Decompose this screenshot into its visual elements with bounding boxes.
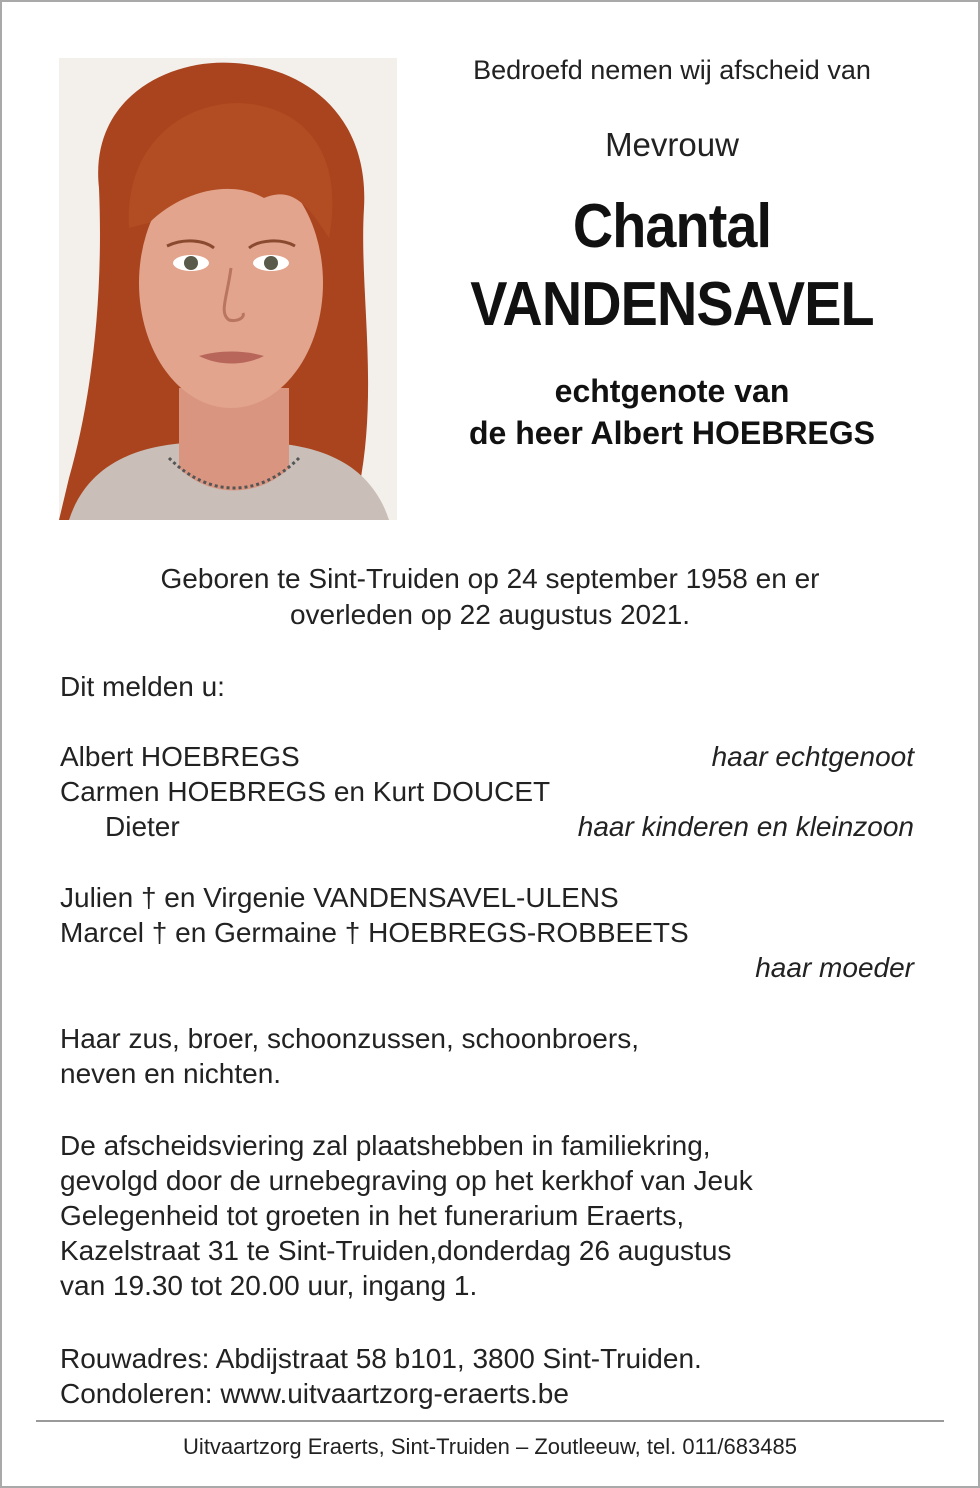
family-row — [60, 809, 914, 844]
relatives-paragraph — [60, 1021, 920, 1091]
birth-line-2: overleden op 22 augustus 2021. — [289, 599, 691, 630]
ceremony-line-2: gevolgd door de urnebegraving op het kerkhof van Jeuk — [60, 1165, 753, 1196]
honorific: Mevrouw — [605, 126, 739, 163]
relatives-line-1: Haar zus, broer, schoonzussen, schoonbroers, — [60, 1023, 639, 1054]
family-name: Carmen HOEBREGS en Kurt DOUCET — [60, 776, 551, 807]
condolence-link[interactable]: Condoleren: www.uitvaartzorg-eraerts.be — [60, 1378, 569, 1409]
portrait-photo — [59, 58, 397, 520]
ceremony-paragraph — [60, 1128, 920, 1303]
last-name: VANDENSAVEL — [470, 270, 874, 339]
ceremony-line-4: Kazelstraat 31 te Sint-Truiden,donderdag 26 augustus — [60, 1235, 732, 1266]
deceased-name — [447, 188, 897, 344]
ceremony-line-1: De afscheidsviering zal plaatshebben in familiekring, — [60, 1130, 711, 1161]
spouse-block — [422, 370, 922, 454]
ceremony-line-3: Gelegenheid tot groeten in het funerarium Eraerts, — [60, 1200, 685, 1231]
birth-line-1: Geboren te Sint-Truiden op 24 september 1958 en er — [160, 563, 820, 594]
family-name: Marcel † en Germaine † HOEBREGS-ROBBEETS — [60, 917, 689, 948]
family-row — [60, 915, 914, 950]
family-row — [60, 950, 914, 985]
family-row — [60, 774, 914, 809]
funeral-address: Rouwadres: Abdijstraat 58 b101, 3800 Sint-Truiden. — [60, 1343, 702, 1374]
family-relation: haar kinderen en kleinzoon — [577, 811, 914, 842]
family-name: Albert HOEBREGS — [60, 741, 300, 772]
spouse-line-1: echtgenote van — [554, 373, 790, 409]
announce-line: Dit melden u: — [60, 671, 225, 702]
intro-line: Bedroefd nemen wij afscheid van — [473, 55, 871, 85]
spouse-line-2: de heer Albert HOEBREGS — [468, 415, 875, 451]
contact-paragraph — [60, 1341, 920, 1411]
family-relation: haar moeder — [755, 952, 914, 983]
relatives-line-2: neven en nichten. — [60, 1058, 282, 1089]
family-row — [60, 739, 914, 774]
footer-divider — [36, 1420, 944, 1422]
footer-text: Uitvaartzorg Eraerts, Sint-Truiden – Zoutleeuw, tel. 011/683485 — [183, 1434, 797, 1459]
ceremony-line-5: van 19.30 tot 20.00 uur, ingang 1. — [60, 1270, 478, 1301]
family-name: Julien † en Virgenie VANDENSAVEL-ULENS — [60, 882, 619, 913]
birth-death-statement — [60, 561, 920, 633]
family-row — [60, 880, 914, 915]
family-relation: haar echtgenoot — [711, 741, 914, 772]
family-name: Dieter — [105, 811, 180, 842]
first-name: Chantal — [572, 192, 772, 261]
